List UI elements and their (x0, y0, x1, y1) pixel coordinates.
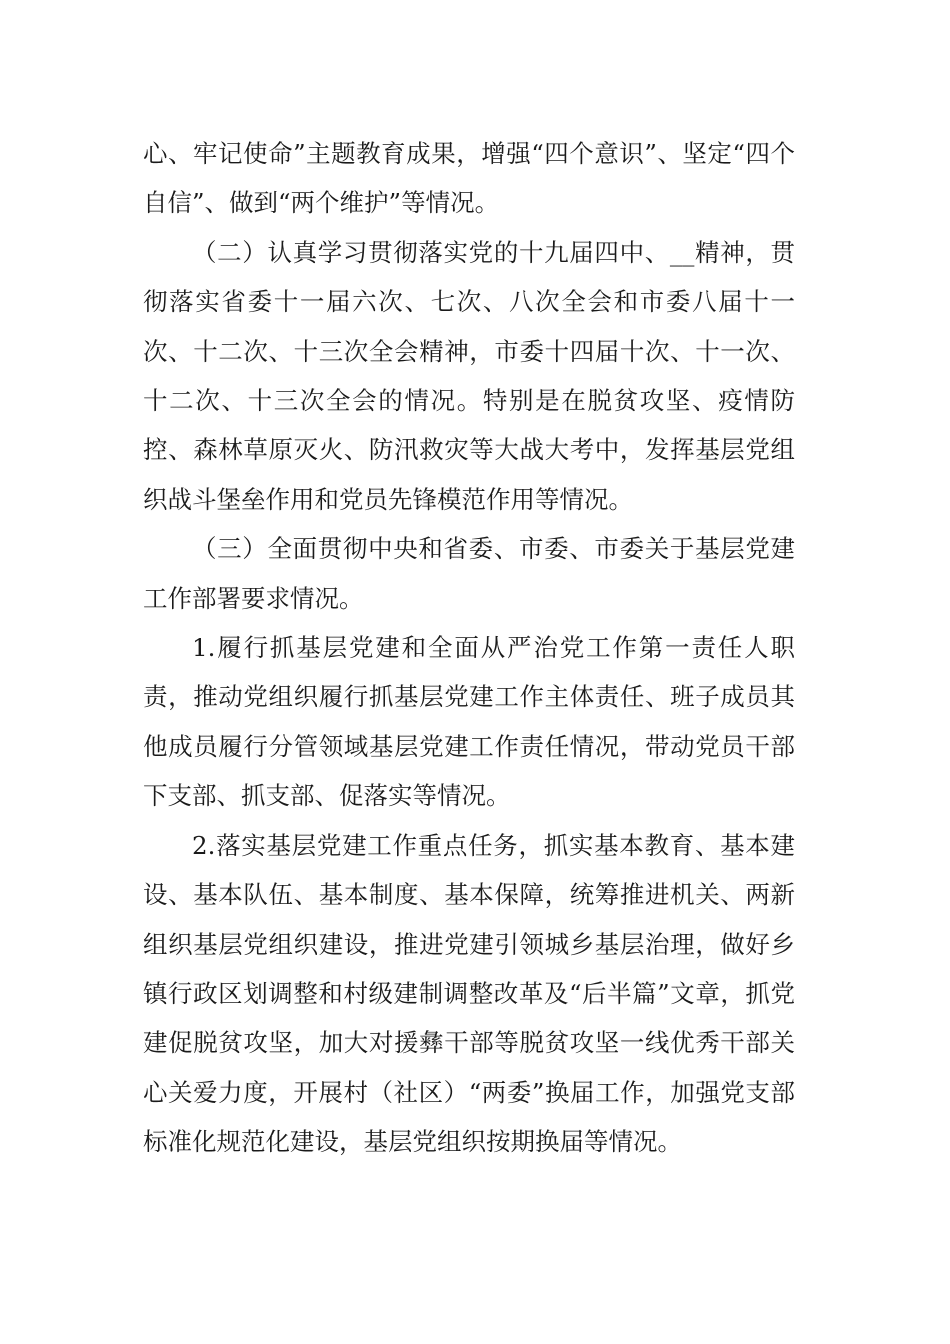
paragraph-continuation: 心、牢记使命”主题教育成果，增强“四个意识”、坚定“四个自信”、做到“两个维护”等情况。 (143, 139, 795, 218)
paragraph-section-three: （三）全面贯彻中央和省委、市委、市委关于基层党建工作部署要求情况。 (143, 534, 795, 613)
document-body (143, 129, 795, 1167)
paragraph-section-two-text-before: （二）认真学习贯彻落实党的十九届四中、 (192, 237, 670, 267)
paragraph-section-two-text-after: 精神，贯彻落实省委十一届六次、七次、八次全会和市委八届十一次、十二次、十三次全会精神，市委十四届十次、十一次、十二次、十三次全会的情况。特别是在脱贫攻坚、疫情防控、森林草原灭火、防汛救灾等大战大考中，发挥基层党组织战斗堡垒作用和党员先锋模范作用等情况。 (143, 237, 795, 514)
paragraph-item-one: 1.履行抓基层党建和全面从严治党工作第一责任人职责，推动党组织履行抓基层党建工作主体责任、班子成员其他成员履行分管领域基层党建工作责任情况，带动党员干部下支部、抓支部、促落实等情况。 (143, 633, 795, 811)
redacted-blank: __ (669, 237, 695, 267)
paragraph-item-two: 2.落实基层党建工作重点任务，抓实基本教育、基本建设、基本队伍、基本制度、基本保障，统筹推进机关、两新组织基层党组织建设，推进党建引领城乡基层治理，做好乡镇行政区划调整和村级建制调整改革及“后半篇”文章，抓党建促脱贫攻坚，加大对援彝干部等脱贫攻坚一线优秀干部关心关爱力度，开展村（社区）“两委”换届工作，加强党支部标准化规范化建设，基层党组织按期换届等情况。 (143, 830, 795, 1157)
paragraph-section-two (143, 228, 795, 524)
